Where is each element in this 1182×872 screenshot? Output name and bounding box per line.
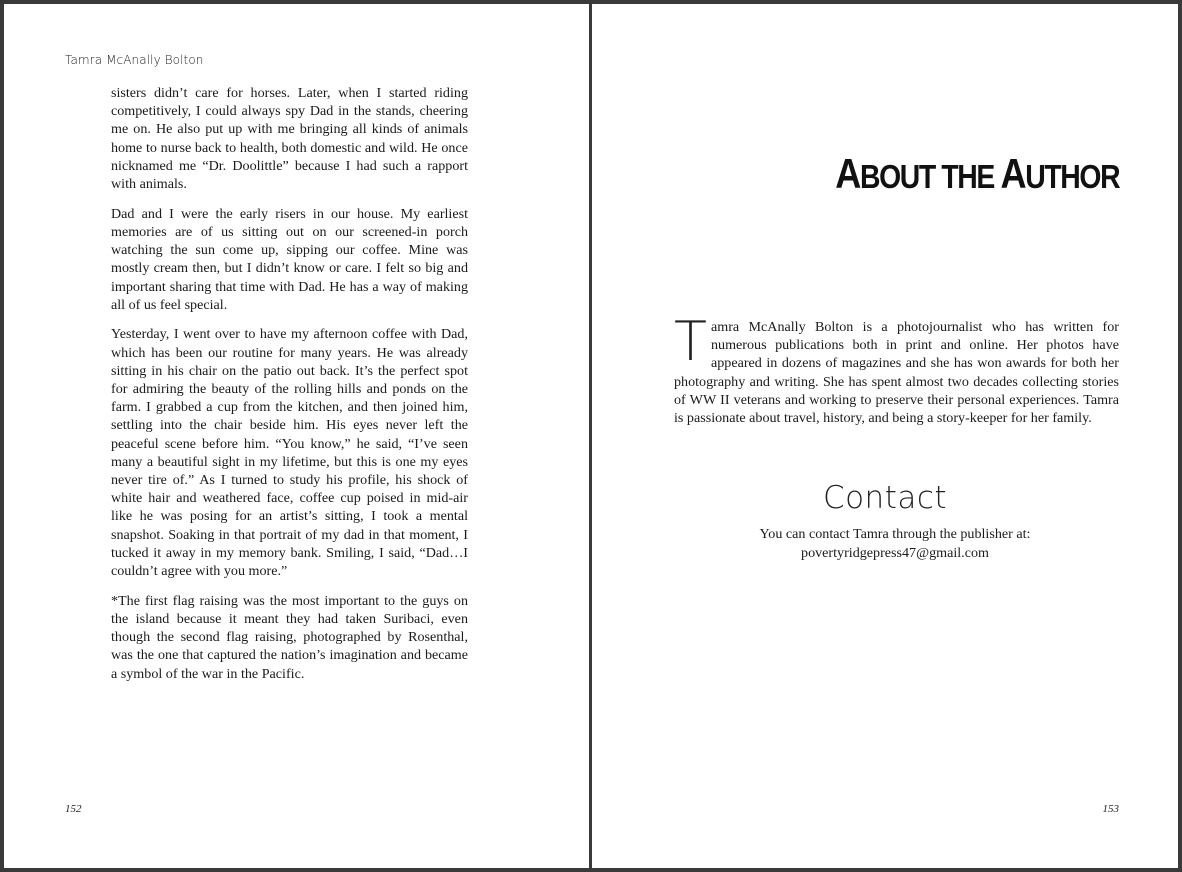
page-number: 153 xyxy=(1102,803,1119,815)
contact-email: povertyridgepress47@gmail.com xyxy=(801,545,989,561)
section-title xyxy=(835,150,1119,198)
right-page xyxy=(592,4,1178,868)
title-cap: A xyxy=(1000,150,1025,197)
author-bio xyxy=(674,310,1119,427)
contact-heading: Contact xyxy=(822,480,948,516)
footnote-paragraph: *The first flag raising was the most important to the guys on the island because it meant they had taken Suribaci, even though the second flag raising, photographed by Rosenthal, was the one that captured the nation’s imagination and became a symbol of the war in the Pacific. xyxy=(111,592,468,682)
drop-cap: T xyxy=(674,310,707,373)
paragraph: Yesterday, I went over to have my afternoon coffee with Dad, which has been our routine for many years. He was already sitting in his chair on the patio out back. It’s the perfect spot for admiring the beauty of the rolling hills and ponds on the farm. I grabbed a cup from the kitchen, and then joined him, settling into the chair beside him. His eyes never left the peaceful scene before him. “You know,” he said, “I’ve seen many a beautiful sight in my lifetime, but this is one my eyes never tire of.” As I turned to study his profile, his shock of white hair and weathered face, coffee cup poised in mid-air like he was posing for an artist’s sitting, I took a mental snapshot. Soaking in that portrait of my dad in that moment, I tucked it away in my memory bank. Smiling, I said, “Dad…I couldn’t agree with you more.” xyxy=(111,326,468,580)
contact-info xyxy=(592,525,1178,563)
page-number: 152 xyxy=(65,803,82,815)
running-head: Tamra McAnally Bolton xyxy=(65,53,204,67)
title-rest: UTHOR xyxy=(1024,158,1119,195)
title-cap: A xyxy=(834,150,860,197)
contact-line: You can contact Tamra through the publisher at: xyxy=(759,526,1031,542)
paragraph: sisters didn’t care for horses. Later, when I started riding competitively, I could always spy Dad in the stands, cheering me on. He also put up with me bringing all kinds of animals home to nurse back to health, both domestic and wild. He once nicknamed me “Dr. Doolittle” because I had such a rapport with animals. xyxy=(111,85,468,193)
paragraph: Dad and I were the early risers in our house. My earliest memories are of us sitting out on our screened-in porch watching the sun come up, sipping our coffee. Mine was mostly cream then, but I didn’t know or care. I felt so big and important sharing that time with Dad. He has a way of making all of us feel special. xyxy=(111,205,468,313)
left-page xyxy=(4,4,589,868)
body-text xyxy=(111,84,468,694)
bio-text: amra McAnally Bolton is a photojournalist who has written for numerous publications both in print and online. Her photos have appeared in dozens of magazines and she has won awards for both her photography and writing. She has spent almost two decades collecting stories of WW II veterans and working to preserve their personal experiences. Tamra is passionate about travel, history, and being a story-keeper for her family. xyxy=(674,319,1119,427)
book-spread xyxy=(4,4,1178,868)
title-rest: BOUT THE xyxy=(859,158,1001,195)
